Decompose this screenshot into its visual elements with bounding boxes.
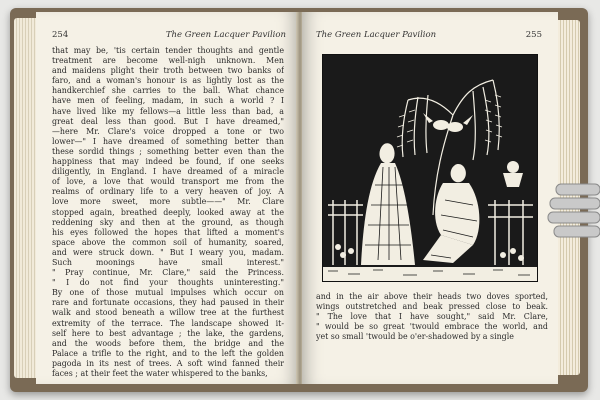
text-line: faces ; at their feet the water whispered to the banks, [52, 369, 268, 378]
left-page-text [52, 46, 284, 379]
right-running-head [316, 30, 542, 40]
text-line: and maidens plight their troth between two banks of [52, 66, 284, 76]
text-line: extremity of the terrace. The landscape showed it- [52, 318, 284, 328]
left-page-number: 254 [52, 30, 69, 40]
text-line: handkerchief she carries to the ball. What chance [52, 86, 284, 96]
text-line: great deal less than good. But I have dreamed," [52, 116, 284, 126]
text-line: and in the air above their heads two doves sported, [316, 292, 548, 301]
text-line: realms of ordinary life to a very heaven of joy. A [52, 187, 284, 197]
text-line: —here Mr. Clare's voice dropped a tone or two [52, 126, 284, 136]
text-line: " I do not find your thoughts uninteresting." [52, 278, 284, 288]
text-line: happiness that may indeed be found, if one seeks [52, 157, 284, 167]
right-page-text [316, 292, 548, 342]
text-line: rare and fortunate occasions, they had paused in their [52, 298, 284, 308]
right-page-number: 255 [525, 30, 542, 40]
text-line: wings outstretched and beak pressed close to beak. [316, 302, 548, 312]
text-line: " The love that I have sought," said Mr. Clare, [316, 312, 548, 322]
text-line: these sordid things ; something better even than the [52, 146, 284, 156]
text-line: have men of feeling, madam, in such a world ? I [52, 96, 284, 106]
text-line: yet so small 'twould be o'er-shadowed by a single [316, 332, 514, 342]
text-line: his eyes followed the hopes that lifted a moment's [52, 227, 284, 237]
text-line: of love, a love that would transport me from the [52, 177, 284, 187]
text-line: self here to best advantage ; the lake, the gardens, [52, 328, 284, 338]
left-running-head [52, 30, 286, 40]
text-line: By one of those mutual impulses which occur on [52, 288, 284, 298]
text-line: pagoda in its nest of trees. A soft wind fanned their [52, 358, 284, 368]
text-line: and the woods before them, the bridge and the [52, 338, 284, 348]
text-line: faro, and a woman's honour is as lightly lost as the [52, 76, 284, 86]
text-line: love more sweet, more subtle——" Mr. Clare [52, 197, 284, 207]
text-line: treatment are become well-nigh unknown. Men [52, 56, 284, 66]
right-running-title: The Green Lacquer Pavilion [316, 30, 437, 40]
text-line: reddening sky and then at the ground, as though [52, 217, 284, 227]
text-line: " Pray continue, Mr. Clare," said the Princess. [52, 268, 284, 278]
text-line: stopped again, breathed deeply, looked away at the [52, 207, 284, 217]
text-line: walk and stood beneath a willow tree at the furthest [52, 308, 284, 318]
right-page [302, 12, 558, 384]
text-line: space above the common soil of humanity, soared, [52, 237, 284, 247]
hand-holding-book [538, 180, 600, 240]
text-line: Palace a trifle to the right, and to the left the golden [52, 348, 284, 358]
text-line: " would be so great 'twould embrace the world, and [316, 322, 548, 332]
text-line: that may be, 'tis certain tender thoughts and gentle [52, 46, 284, 55]
left-page [36, 12, 298, 384]
text-line: lower—" I have dreamed of something better than [52, 136, 284, 146]
text-line: and were struck down. " But I weary you, madam. [52, 247, 284, 257]
text-line: have lived like my fellows—a little less than bad, a [52, 106, 284, 116]
text-line: Such moonings have small interest." [52, 257, 284, 267]
left-running-title: The Green Lacquer Pavilion [165, 30, 286, 40]
woodcut-illustration [322, 54, 538, 282]
text-line: diligently, in England. I have dreamed of a miracle [52, 167, 284, 177]
